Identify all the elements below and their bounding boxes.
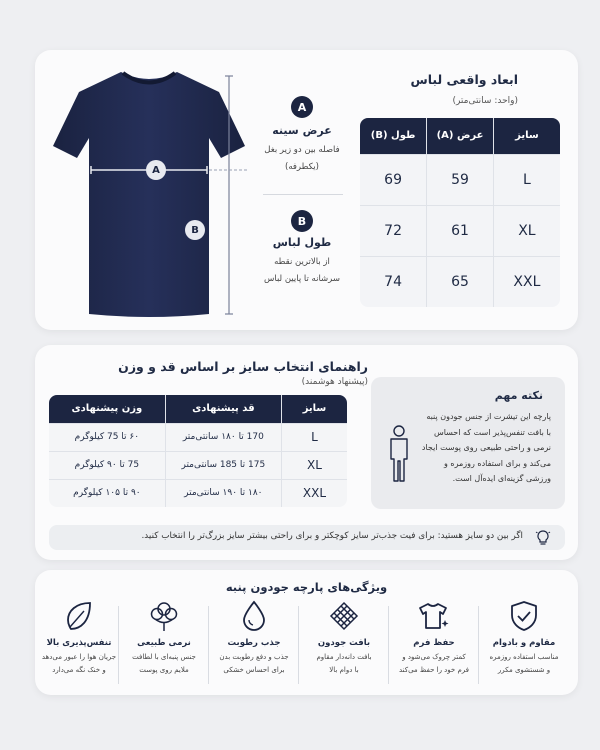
feature-desc: جنس پنبه‌ای با لطافت ملایم روی پوست xyxy=(132,653,196,674)
label-b-title: طول لباس xyxy=(272,236,332,249)
dimensions-table xyxy=(360,118,560,307)
lightbulb-icon xyxy=(535,529,551,547)
feature-desc: جریان هوا را عبور می‌دهد و خنک نگه می‌دارد xyxy=(41,653,117,674)
feature-title: حفظ فرم xyxy=(413,638,455,648)
tip-text: اگر بین دو سایز هستید: برای فیت جذب‌تر سایز کوچکتر و برای راحتی بیشتر سایز بزرگ‌تر را انتخاب کنید. xyxy=(141,531,523,541)
label-a-desc: فاصله بین دو زیر بغل (یکطرفه) xyxy=(264,145,340,172)
feature-title: تنفس‌پذیری بالا xyxy=(46,638,112,648)
cell-height: ۱۸۰ تا ۱۹۰ سانتی‌متر xyxy=(165,479,281,507)
cell-length: 69 xyxy=(360,154,427,205)
header-length: طول (B) xyxy=(360,118,427,154)
feature-moisture xyxy=(210,600,298,688)
feature-title: بافت جودون xyxy=(317,638,371,648)
table-row xyxy=(49,479,347,507)
person-icon xyxy=(387,425,411,483)
cell-size: XXL xyxy=(281,479,347,507)
feature-divider xyxy=(478,606,479,684)
feature-title: جذب رطوبت xyxy=(227,638,281,648)
feature-title: مقاوم و بادوام xyxy=(492,638,556,648)
measure-b-marker: B xyxy=(185,220,205,240)
guide-title: راهنمای انتخاب سایز بر اساس قد و وزن xyxy=(118,359,368,374)
features-card xyxy=(35,570,578,695)
cell-height: 175 تا 185 سانتی‌متر xyxy=(165,451,281,479)
header-size: سایز xyxy=(493,118,560,154)
size-guide-card xyxy=(35,345,578,560)
tshirt-image xyxy=(49,58,249,328)
dimensions-unit-note: (واحد: سانتی‌متر) xyxy=(452,96,518,106)
dimensions-title: ابعاد واقعی لباس xyxy=(410,72,518,87)
important-note xyxy=(371,377,565,509)
note-title: نکته مهم xyxy=(494,389,543,402)
header-height: قد پیشنهادی xyxy=(165,395,281,423)
feature-shape xyxy=(390,600,478,688)
size-tip xyxy=(49,525,565,550)
label-b-desc: از بالاترین نقطه سرشانه تا پایین لباس xyxy=(264,257,340,284)
header-width: عرض (A) xyxy=(427,118,494,154)
measure-a-marker: A xyxy=(146,160,166,180)
header-weight: وزن پیشنهادی xyxy=(49,395,165,423)
label-divider xyxy=(263,194,343,195)
feature-breathable xyxy=(35,600,123,688)
guide-subtitle: (پیشنهاد هوشمند) xyxy=(301,377,368,387)
feature-softness xyxy=(120,600,208,688)
feature-desc: جذب و دفع رطوبت بدن برای احساس خشکی xyxy=(219,653,289,674)
shirt-sparkle-icon xyxy=(417,600,451,632)
features-title: ویژگی‌های پارچه جودون پنبه xyxy=(225,580,388,594)
feature-weave xyxy=(300,600,388,688)
table-row xyxy=(360,205,560,256)
cell-size: XXL xyxy=(493,256,560,307)
feature-divider xyxy=(298,606,299,684)
table-row xyxy=(360,256,560,307)
dimensions-card xyxy=(35,50,578,330)
label-a-badge: A xyxy=(291,96,313,118)
feature-durable xyxy=(480,600,568,688)
shield-check-icon xyxy=(509,600,539,632)
feature-divider xyxy=(388,606,389,684)
cell-width: 61 xyxy=(427,205,494,256)
table-row xyxy=(360,154,560,205)
cell-size: L xyxy=(281,423,347,451)
cell-weight: 75 تا ۹۰ کیلوگرم xyxy=(49,451,165,479)
label-b-badge: B xyxy=(291,210,313,232)
water-drop-icon xyxy=(240,600,268,632)
cell-length: 74 xyxy=(360,256,427,307)
label-a-title: عرض سینه xyxy=(272,124,332,137)
feature-divider xyxy=(208,606,209,684)
table-row xyxy=(49,451,347,479)
guide-table xyxy=(49,395,347,507)
feature-desc: مناسب استفاده روزمره و شستشوی مکرر xyxy=(489,653,559,674)
cotton-flower-icon xyxy=(147,600,181,632)
table-header-row xyxy=(49,395,347,423)
cell-weight: ۶۰ تا 75 کیلوگرم xyxy=(49,423,165,451)
note-text: پارچه این تیشرت از جنس جودون پنبه با بافت تنفس‌پذیر است که احساس نرمی و راحتی طبیعی روی پوست ایجاد می‌کند و برای استفاده روزمره و ورزشی گزینه‌ای ایده‌آل است. xyxy=(421,412,551,483)
cell-size: L xyxy=(493,154,560,205)
cell-size: XL xyxy=(493,205,560,256)
header-size: سایز xyxy=(281,395,347,423)
fabric-weave-icon xyxy=(328,600,360,632)
feature-desc: بافت دانه‌دار مقاوم با دوام بالا xyxy=(316,653,372,674)
cell-height: 170 تا ۱۸۰ سانتی‌متر xyxy=(165,423,281,451)
cell-width: 59 xyxy=(427,154,494,205)
cell-length: 72 xyxy=(360,205,427,256)
cell-weight: ۹۰ تا ۱۰۵ کیلوگرم xyxy=(49,479,165,507)
table-header-row xyxy=(360,118,560,154)
leaf-icon xyxy=(64,600,94,632)
cell-size: XL xyxy=(281,451,347,479)
feature-title: نرمی طبیعی xyxy=(137,638,191,648)
cell-width: 65 xyxy=(427,256,494,307)
feature-desc: کمتر چروک می‌شود و فرم خود را حفظ می‌کند xyxy=(398,653,470,674)
table-row xyxy=(49,423,347,451)
